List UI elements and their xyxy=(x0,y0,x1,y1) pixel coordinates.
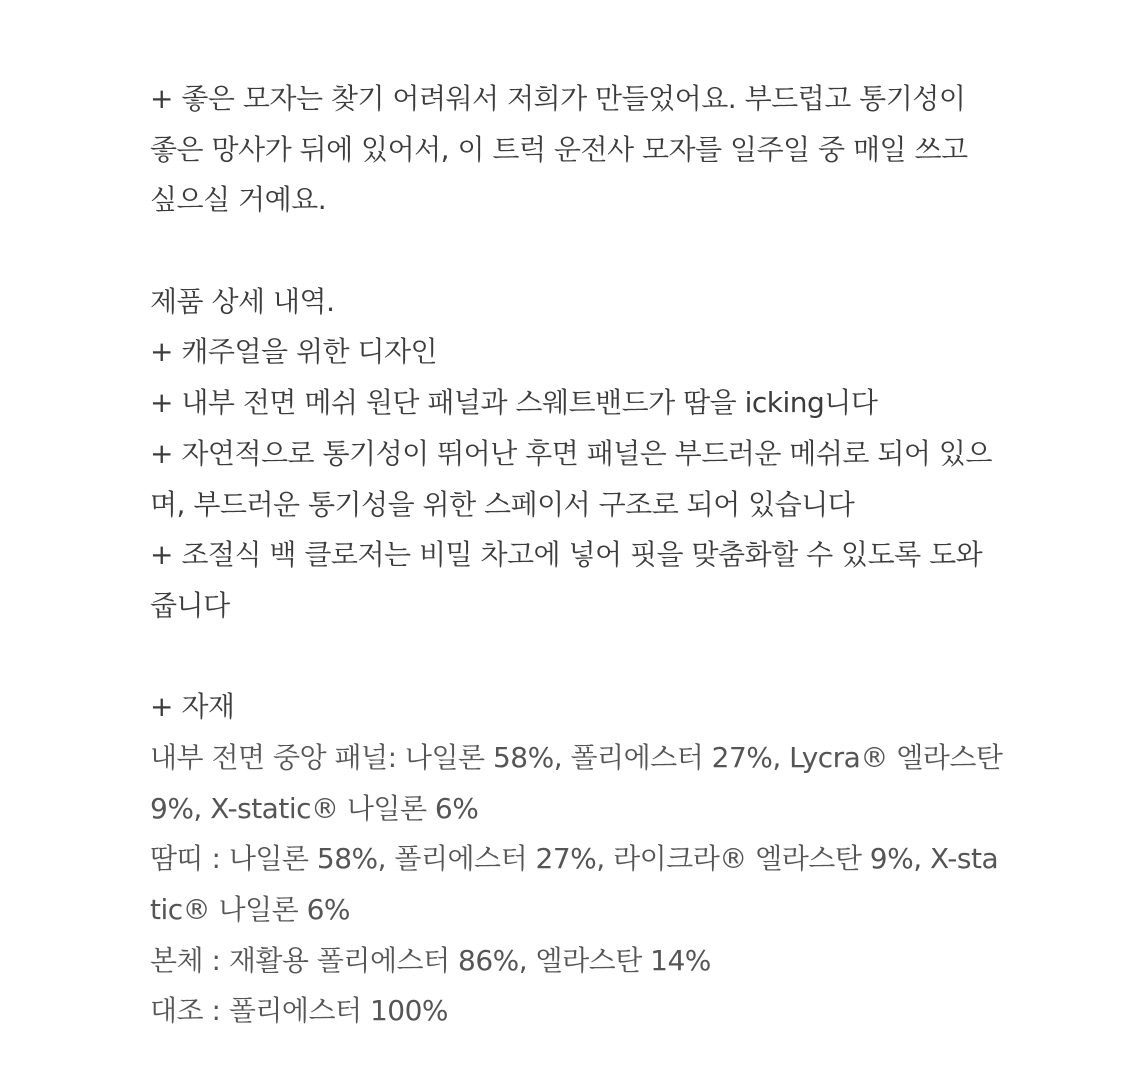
intro-line: 싶으실 거예요. xyxy=(150,183,327,217)
spacer xyxy=(150,632,1050,683)
details-line: 줍니다 xyxy=(150,588,230,622)
materials-line: 내부 전면 중앙 패널: 나일론 58%, 폴리에스터 27%, Lycra® 엘라스탄 xyxy=(150,740,1003,774)
materials-line: 대조 : 폴리에스터 100% xyxy=(150,994,449,1028)
product-description xyxy=(150,74,1050,1037)
intro-paragraph xyxy=(150,74,1050,226)
details-line: + 자연적으로 통기성이 뛰어난 후면 패널은 부드러운 메쉬로 되어 있으 xyxy=(150,436,992,470)
details-line: + 캐주얼을 위한 디자인 xyxy=(150,335,438,369)
details-heading: 제품 상세 내역. xyxy=(150,284,335,318)
materials-line: tic® 나일론 6% xyxy=(150,893,351,926)
spacer xyxy=(150,226,1050,277)
details-line: + 조절식 백 클로저는 비밀 차고에 넣어 핏을 맞춤화할 수 있도록 도와 xyxy=(150,538,983,572)
details-line: + 내부 전면 메쉬 원단 패널과 스웨트밴드가 땀을 icking니다 xyxy=(150,386,878,420)
intro-line: + 좋은 모자는 찾기 어려워서 저희가 만들었어요. 부드럽고 통기성이 xyxy=(150,82,966,115)
materials-line: 본체 : 재활용 폴리에스터 86%, 엘라스탄 14% xyxy=(150,943,711,977)
materials-line: 땀띠 : 나일론 58%, 폴리에스터 27%, 라이크라® 엘라스탄 9%, X-sta xyxy=(150,842,999,876)
materials-heading: + 자재 xyxy=(150,690,235,724)
intro-line: 좋은 망사가 뒤에 있어서, 이 트럭 운전사 모자를 일주일 중 매일 쓰고 xyxy=(150,132,968,166)
materials-line: 9%, X-static® 나일론 6% xyxy=(150,791,479,825)
materials-section xyxy=(150,682,1050,1037)
details-line: 며, 부드러운 통기성을 위한 스페이서 구조로 되어 있습니다 xyxy=(150,487,855,521)
details-section xyxy=(150,277,1050,632)
